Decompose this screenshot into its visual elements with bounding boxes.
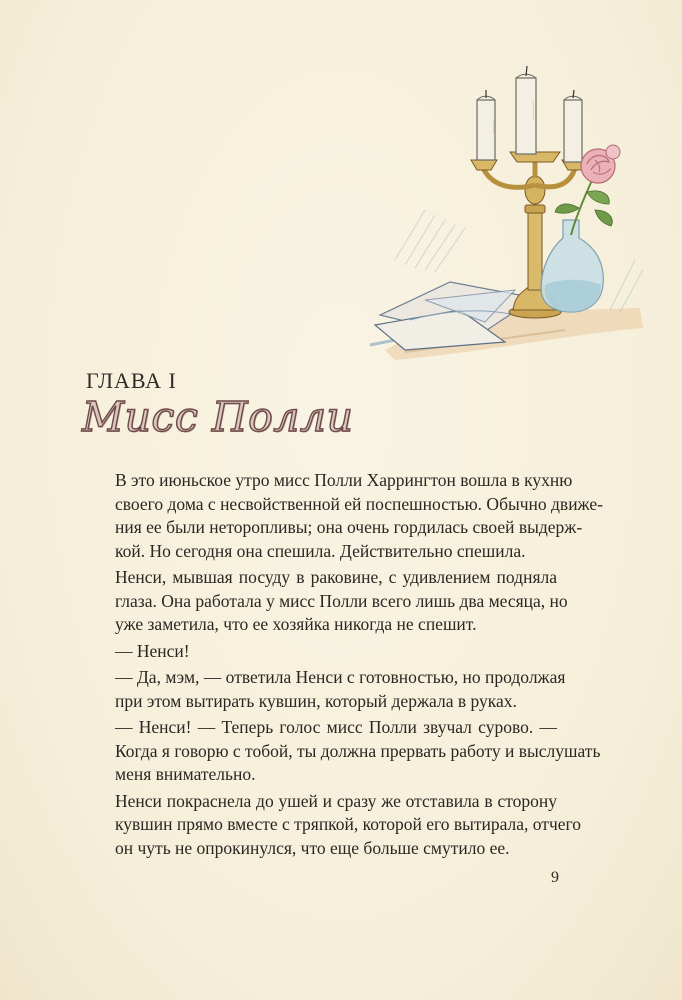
text-line: кувшин прямо вместе с тряпкой, которой его вытирала, отчего	[115, 814, 582, 834]
text-line: глаза. Она работала у мисс Полли всего лишь два месяца, но	[115, 590, 568, 611]
text-line: — Ненси!	[115, 640, 190, 661]
paragraph	[86, 716, 601, 787]
chapter-label: ГЛАВА I	[86, 368, 177, 393]
page-number: 9	[551, 869, 559, 886]
paragraph	[86, 469, 604, 563]
paragraph	[86, 790, 582, 861]
paragraph	[86, 666, 566, 713]
chapter-title: Мисс Полли	[82, 393, 354, 441]
paragraph	[86, 640, 557, 664]
text-line: уже заметила, что ее хозяйка никогда не спешит.	[115, 614, 477, 634]
text-line: Когда я говорю с тобой, ты должна прервать работу и выслушать	[115, 740, 601, 761]
paragraph	[86, 566, 568, 637]
text-line: меня внимательно.	[115, 764, 256, 784]
text-line: при этом вытирать кувшин, который держала в руках.	[115, 690, 517, 711]
candelabra-illustration	[365, 60, 650, 365]
text-line: Ненси покраснела до ушей и сразу же отставила в сторону	[115, 790, 557, 811]
text-line: он чуть не опрокинулся, что еще больше смутило ее.	[115, 837, 510, 858]
text-line: Ненси, мывшая посуду в раковине, с удивлением подняла	[115, 567, 557, 587]
text-line: — Ненси! — Теперь голос мисс Полли звучал сурово. —	[115, 717, 557, 737]
text-line: кой. Но сегодня она спешила. Действительно спешила.	[115, 540, 526, 561]
text-line: ния ее были неторопливы; она очень гордилась своей выдерж-	[115, 517, 583, 537]
text-line: — Да, мэм, — ответила Ненси с готовностью, но продолжая	[115, 667, 566, 687]
text-line: своего дома с несвойственной ей поспешностью. Обычно движе-	[115, 493, 604, 514]
chapter-body	[86, 469, 604, 863]
text-line: В это июньское утро мисс Полли Харрингтон вошла в кухню	[115, 470, 573, 490]
